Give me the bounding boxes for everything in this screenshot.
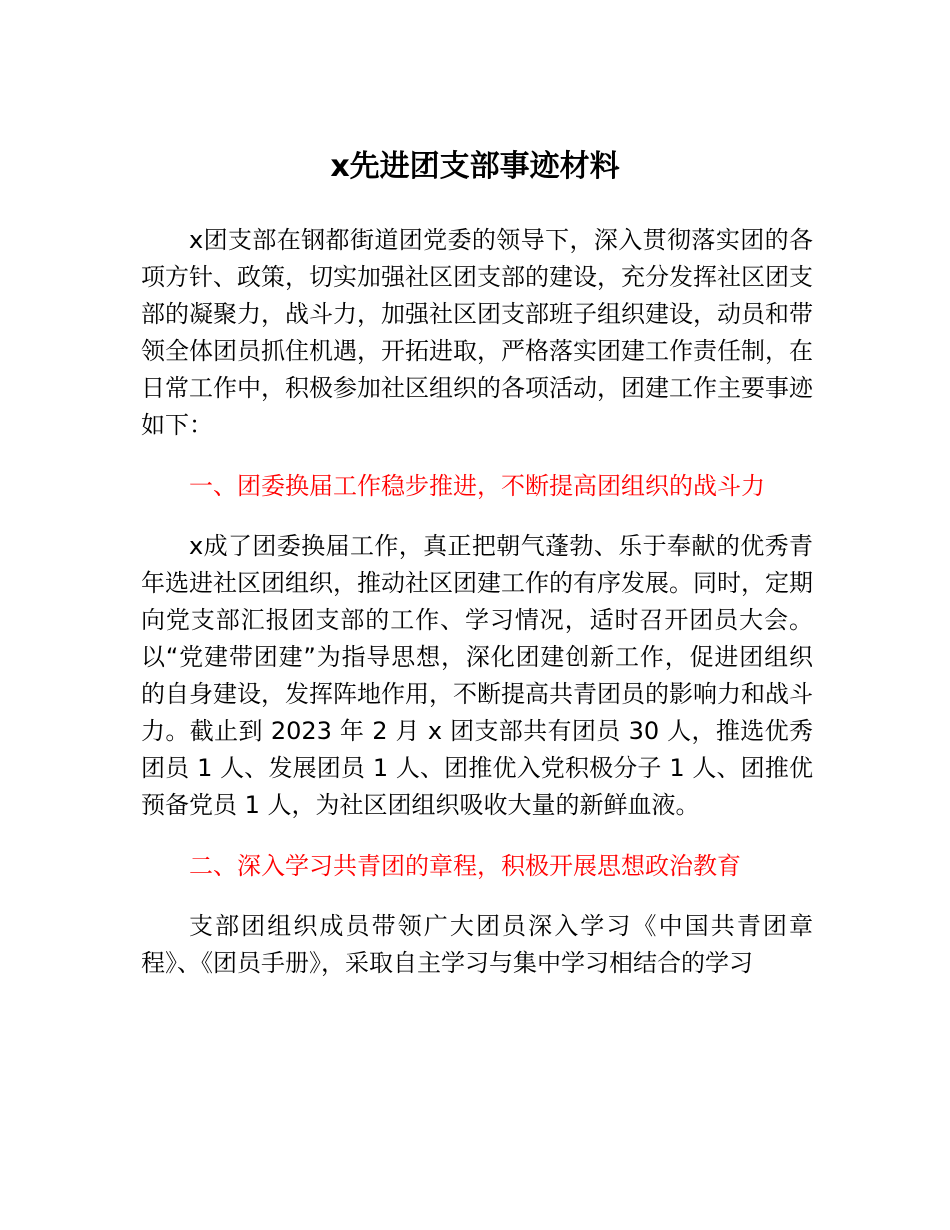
section-paragraph-1: x成了团委换届工作，真正把朝气蓬勃、乐于奉献的优秀青年选进社区团组织，推动社区团建工作的有序发展。同时，定期向党支部汇报团支部的工作、学习情况，适时召开团员大会。以“党建带团建”为指导思想，深化团建创新工作，促进团组织的自身建设，发挥阵地作用，不断提高共青团员的影响力和战斗力。截止到 2023 年 2 月 x 团支部共有团员 30 人，推选优秀团员 1 人、发展团员 1 人、团推优入党积极分子 1 人、团推优预备党员 1 人，为社区团组织吸收大量的新鲜血液。: [141, 532, 813, 819]
section-heading-1: 一、团委换届工作稳步推进，不断提高团组织的战斗力: [189, 472, 765, 500]
document-body: [141, 222, 813, 982]
document-title: x先进团支部事迹材料: [330, 149, 620, 184]
intro-paragraph: x团支部在钢都街道团党委的领导下，深入贯彻落实团的各项方针、政策，切实加强社区团支部的建设，充分发挥社区团支部的凝聚力，战斗力，加强社区团支部班子组织建设，动员和带领全体团员抓住机遇，开拓进取，严格落实团建工作责任制，在日常工作中，积极参加社区组织的各项活动，团建工作主要事迹如下：: [141, 226, 813, 439]
section-paragraph-2: 支部团组织成员带领广大团员深入学习《中国共青团章程》、《团员手册》，采取自主学习与集中学习相结合的学习: [141, 912, 813, 977]
section-heading-2: 二、深入学习共青团的章程，积极开展思想政治教育: [189, 852, 741, 880]
